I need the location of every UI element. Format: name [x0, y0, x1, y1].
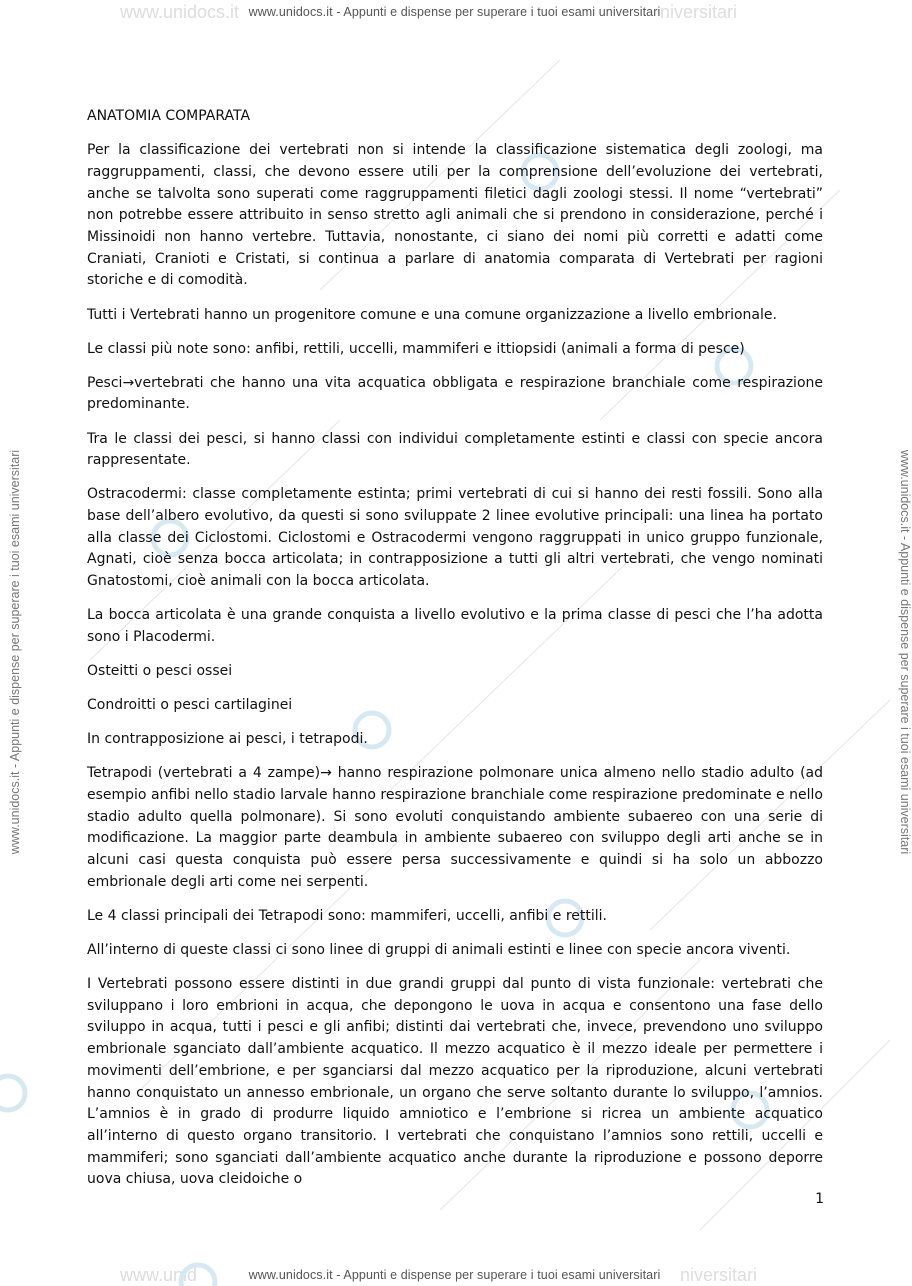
watermark-ghost-bottom: www.unid — [120, 1265, 198, 1285]
document-body — [87, 106, 823, 1204]
watermark-side-right: www.unidocs.it - Appunti e dispense per superare i tuoi esami universitari — [898, 449, 912, 855]
page-number: 1 — [815, 1191, 824, 1207]
paragraph: Condroitti o pesci cartilaginei — [87, 697, 293, 714]
paragraph: Tra le classi dei pesci, si hanno classi con individui completamente estinti e classi con specie ancora rappresentate. — [87, 430, 823, 469]
paragraph: Tutti i Vertebrati hanno un progenitore comune e una comune organizzazione a livello embrionale. — [87, 306, 777, 323]
paragraph: Le classi più note sono: anfibi, rettili, uccelli, mammiferi e ittiopsidi (animali a forma di pesce) — [87, 340, 745, 357]
watermark-ghost-top-right: niversitari — [660, 2, 738, 22]
paragraph: Pesci→vertebrati che hanno una vita acquatica obbligata e respirazione branchiale come respirazione predominante. — [87, 374, 823, 413]
paragraph: La bocca articolata è una grande conquista a livello evolutivo e la prima classe di pesci che l’ha adotta sono i Placodermi. — [87, 607, 823, 645]
paragraph: Ostracodermi: classe completamente estinta; primi vertebrati di cui si hanno dei resti fossili. Sono alla base dell’albero evolutivo, da questi si sono sviluppate 2 linee evolutive principali: una linea ha portato alla classe dei Ciclostomi. Ciclostomi e Ostracodermi vengono raggruppati in unico gruppo funzionale, Agnati, cioè senza bocca articolata; in contrapposizione a tutti gli altri vertebrati, che vengo nominati Gnatostomi, cioè animali con la bocca articolata. — [87, 486, 823, 590]
paragraph: Per la classificazione dei vertebrati non si intende la classificazione sistematica degli zoologi, ma raggruppamenti, classi, che devono essere utili per la comprensione dell’evoluzione dei vertebrati, anche se talvolta sono superati come raggruppamenti filetici dagli zoologi stessi. Il nome “vertebrati” non potrebbe essere attribuito in senso stretto agli animali che si prendono in considerazione, perché i Missinoidi non hanno vertebre. Tuttavia, nonostante, ci siano dei nomi più corretti e adatti come Craniati, Cranioti e Cristati, si continua a parlare di anatomia comparata di Vertebrati per ragioni storiche e di comodità. — [87, 142, 823, 289]
paragraph: Osteitti o pesci ossei — [87, 663, 233, 679]
paragraph: All’interno di queste classi ci sono linee di gruppi di animali estinti e linee con specie ancora viventi. — [87, 941, 791, 958]
watermark-footer: www.unidocs.it - Appunti e dispense per superare i tuoi esami universitari — [248, 1268, 661, 1282]
paragraph: Tetrapodi (vertebrati a 4 zampe)→ hanno respirazione polmonare unica almeno nello stadio adulto (ad esempio anfibi nello stadio larvale hanno respirazione branchiale come respirazione predominate e nello stadio adulto quella polmonare). Si sono evoluti conquistando ambiente subaereo con una serie di modificazione. La maggior parte deambula in ambiente subaereo con sviluppo degli arti anche se in alcuni casi questa conquista può essere persa successivamente e quindi si ha solo un abbozzo embrionale degli arti come nei serpenti. — [87, 765, 823, 890]
watermark-side-left: www.unidocs.it - Appunti e dispense per superare i tuoi esami universitari — [8, 449, 22, 855]
watermark-header: www.unidocs.it - Appunti e dispense per superare i tuoi esami universitari — [248, 5, 661, 19]
watermark-ghost-top: www.unidocs.it — [120, 2, 240, 22]
watermark-ghost-bottom-right: niversitari — [680, 1265, 758, 1285]
paragraph: I Vertebrati possono essere distinti in due grandi gruppi dal punto di vista funzionale: vertebrati che sviluppano i loro embrioni in acqua, che depongono le uova in acqua e consentono una fase dello sviluppo in acqua, tutti i pesci e gli anfibi; distinti dai vertebrati che, invece, prevendono uno sviluppo embrionale sganciato dall’ambiente acquatico. Il mezzo acquatico è il mezzo ideale per permettere i movimenti dell’embrione, e per sganciarsi dal mezzo acquatico per la riproduzione, alcuni vertebrati hanno conquistato un annesso embrionale, un organo che serve soltanto durante lo sviluppo, l’amnios. L’amnios è in grado di produrre liquido amniotico e l’embrione si ricrea un ambiente acquatico all’interno di questo organo transitorio. I vertebrati che conquistano l’amnios sono rettili, uccelli e mammiferi; sono sganciati dall’ambiente acquatico anche durante la riproduzione e possono deporre uova chiusa, uova cleidoiche o — [87, 976, 823, 1188]
document-title: ANATOMIA COMPARATA — [87, 108, 251, 124]
paragraph: Le 4 classi principali dei Tetrapodi sono: mammiferi, uccelli, anfibi e rettili. — [87, 907, 607, 924]
paragraph: In contrapposizione ai pesci, i tetrapodi. — [87, 731, 368, 748]
